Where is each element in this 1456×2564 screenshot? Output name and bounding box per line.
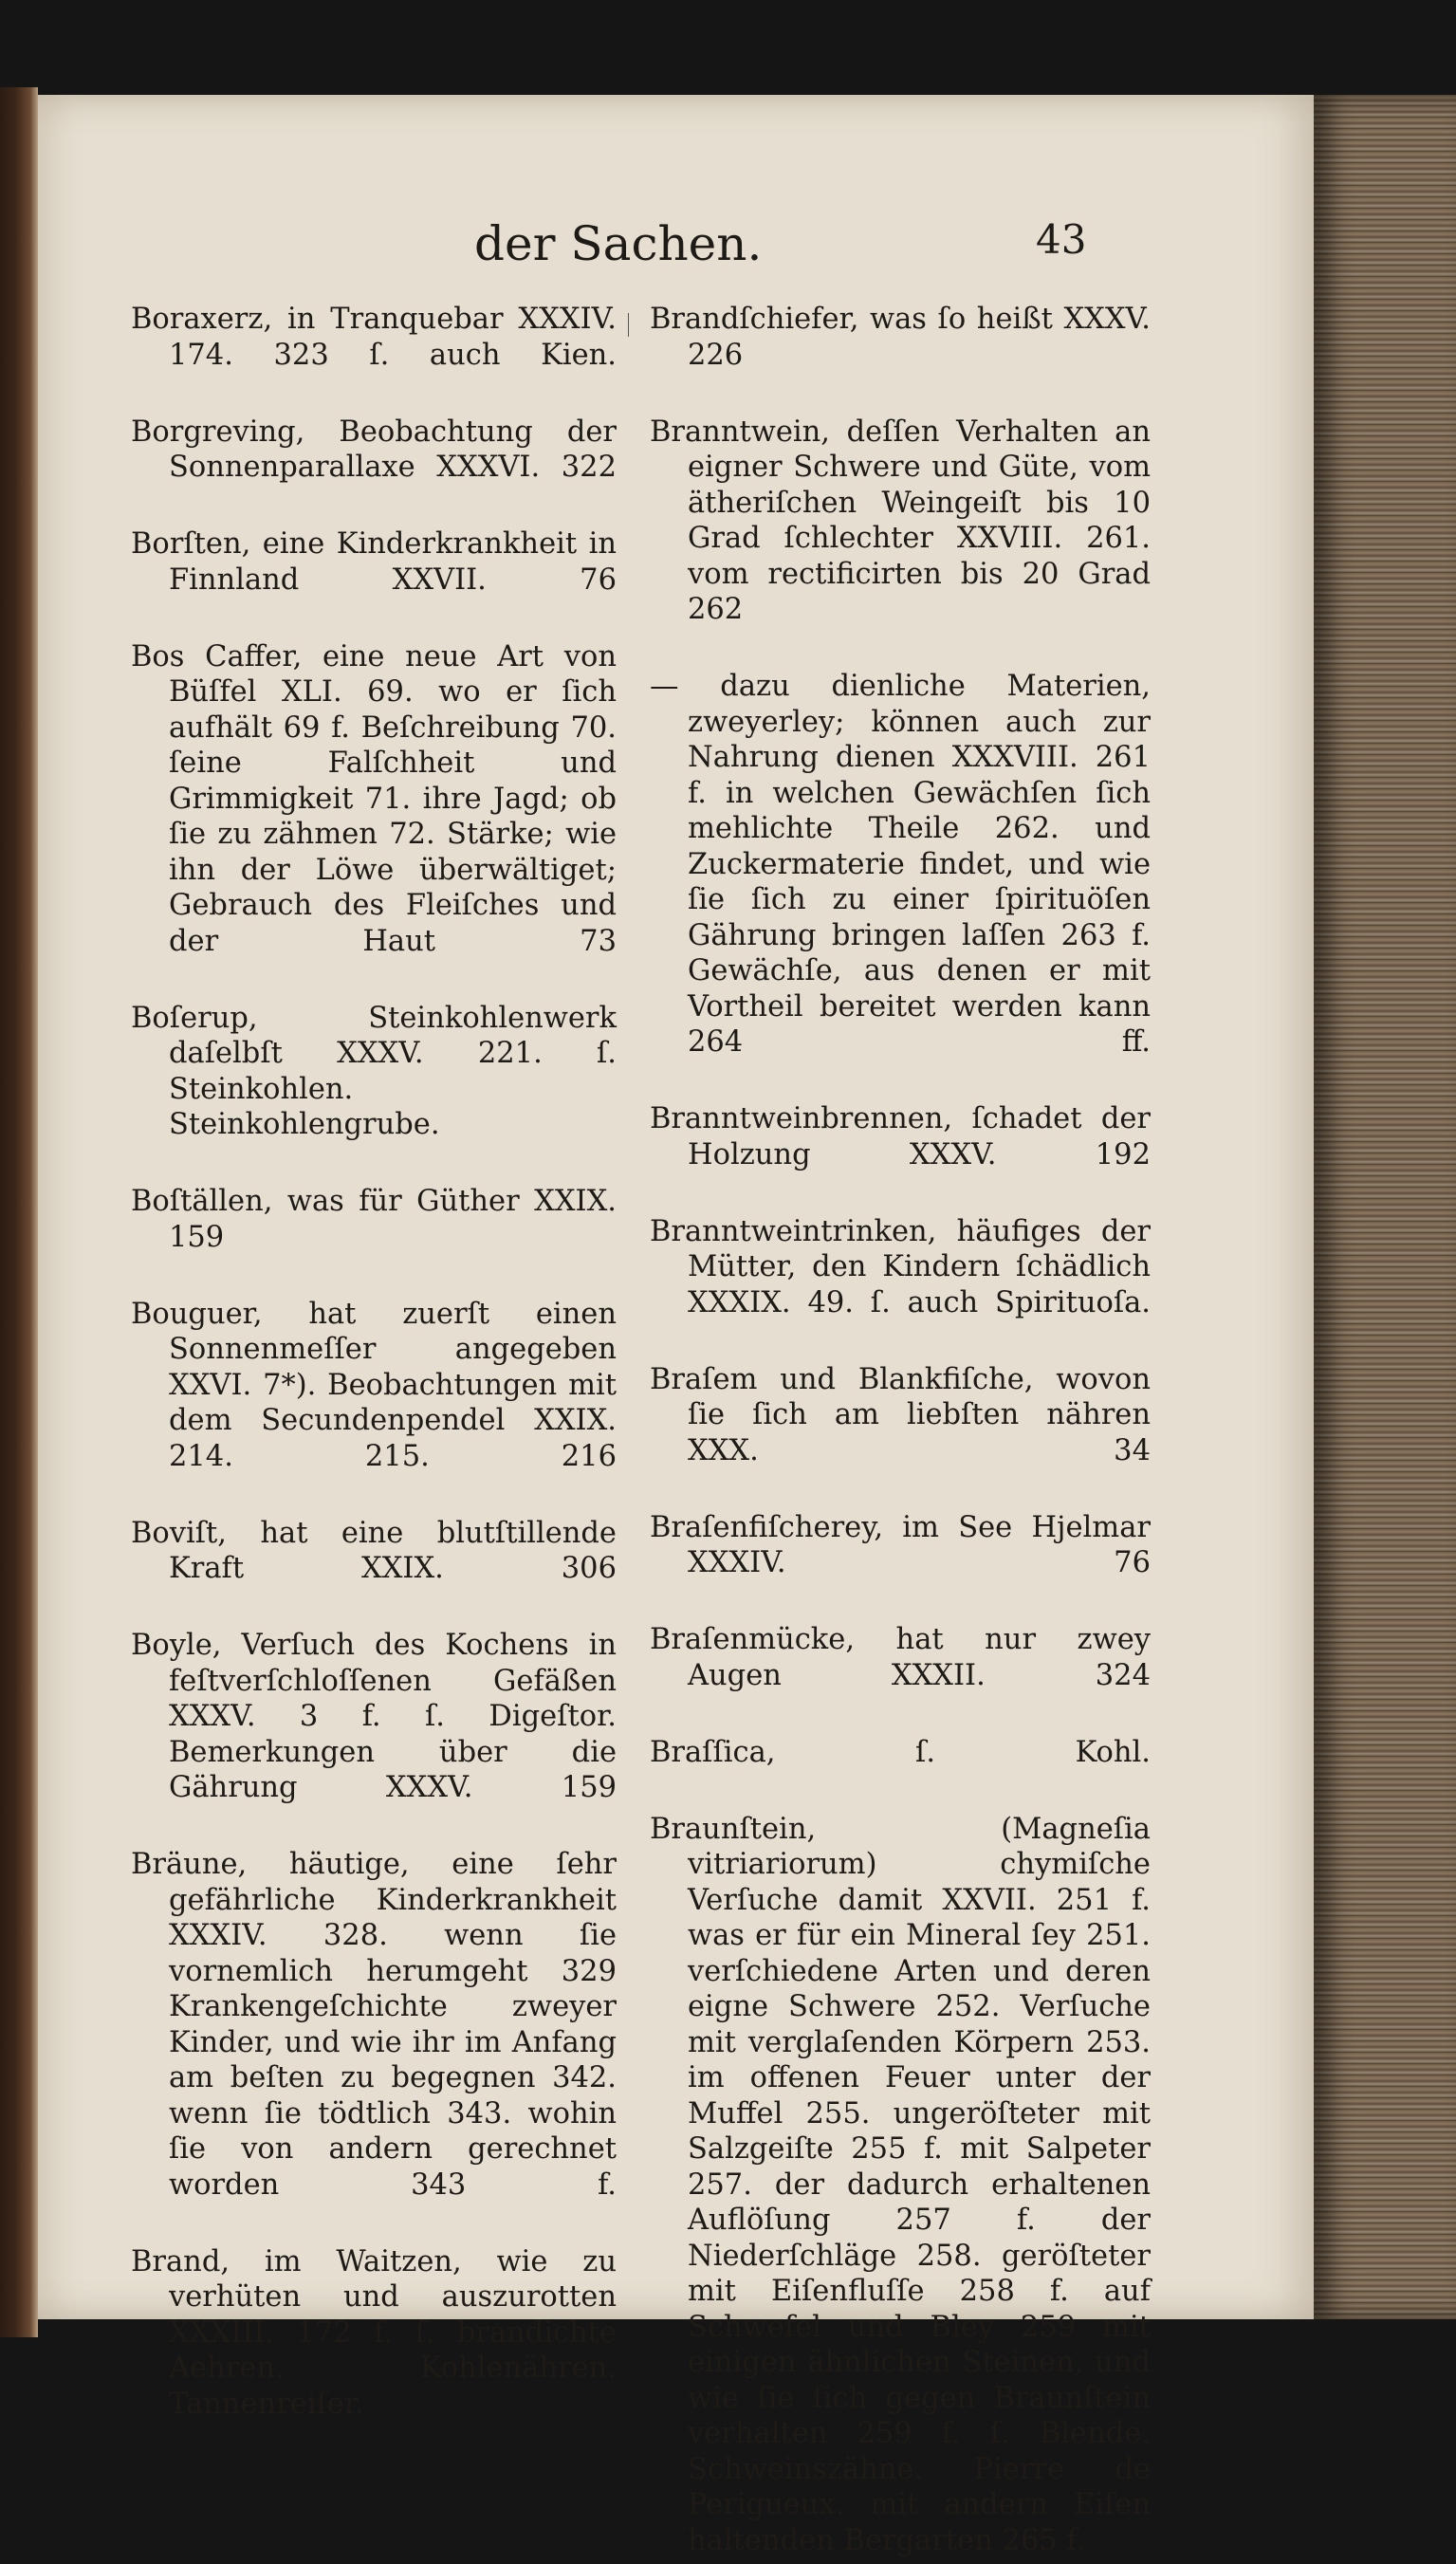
index-entry: Boviſt, hat eine blutſtillende Kraft XXIX. 306 bbox=[131, 1516, 617, 1585]
index-entry: Braunſtein, (Magneſia vitriariorum) chymiſche Verſuche damit XXVII. 251 f. was er für ein Mineral ſey 251. verſchiedene Arten und deren eigne Schwere 252. Verſuche mit verglaſenden Körpern 253. im offenen Feuer unter der Muffel 255. ungeröſteter mit Salzgeiſte 255 f. mit Salpeter 257. der dadurch erhaltenen Auflöſung 257 f. der Niederſchläge 258. geröſteter mit Eiſenfluſſe 258 f. auf Schwefel und Bley 259 mit einigen ähnlichen Steinen, und wie ſie ſich gegen Braunſtein verhalten 259 f. ſ. Blende. Schweinszähne. Pierre de Perigueux. mit andern Eiſen haltenden Bergarten 265 f. bbox=[650, 1812, 1151, 2557]
index-entry: Borſten, eine Kinderkrankheit in Finnland XXVII. 76 bbox=[131, 527, 617, 597]
index-entry: Borgreving, Beobachtung der Sonnenparallaxe XXXVI. 322 bbox=[131, 415, 617, 484]
index-entry: Branntweinbrennen, ſchadet der Holzung XXXV. 192 bbox=[650, 1102, 1151, 1171]
index-entry: Bouguer, hat zuerſt einen Sonnenmeſſer angegeben XXVI. 7*). Beobachtungen mit dem Secundenpendel XXIX. 214. 215. 216 bbox=[131, 1297, 617, 1473]
index-entry: Boſerup, Steinkohlenwerk daſelbſt XXXV. 221. ſ. Steinkohlen. Steinkohlengrube. bbox=[131, 1001, 617, 1141]
index-entry: Boyle, Verſuch des Kochens in feſtverſchloſſenen Gefäßen XXXV. 3 f. ſ. Digeſtor. Bemerkungen über die Gährung XXXV. 159 bbox=[131, 1629, 617, 1804]
running-head: der Sachen. bbox=[474, 216, 763, 271]
page-header bbox=[0, 216, 1456, 273]
page-fore-edge bbox=[1314, 95, 1456, 2319]
book-binding-edge bbox=[0, 87, 38, 2337]
index-entry: Boraxerz, in Tranquebar XXXIV. 174. 323 ſ. auch Kien. bbox=[131, 303, 617, 372]
index-entry: Brandſchiefer, was ſo heißt XXXV. 226 bbox=[650, 303, 1151, 372]
index-entry: — dazu dienliche Materien, zweyerley; können auch zur Nahrung dienen XXXVIII. 261 f. in welchen Gewächſen ſich mehlichte Theile 262. und Zuckermaterie findet, und wie ſie ſich zu einer ſpirituöſen Gährung bringen laſſen 263 f. Gewächſe, aus denen er mit Vortheil bereitet werden kann 264 ff. bbox=[650, 670, 1151, 1059]
index-entry: Bräune, häutige, eine ſehr gefährliche Kinderkrankheit XXXIV. 328. wenn ſie vornemlich herumgeht 329 Krankengeſchichte zweyer Kinder, und wie ihr im Anfang am beſten zu begegnen 342. wenn ſie tödtlich 343. wohin ſie von andern gerechnet worden 343 f. bbox=[131, 1848, 617, 2202]
index-entry: Braſenmücke, hat nur zwey Augen XXXII. 324 bbox=[650, 1623, 1151, 1692]
index-entry: Brand, im Waitzen, wie zu verhüten und auszurotten XXXIII. 172 f. ſ. brandichte Aehren. Kohlenähren. Tannenreiſer. bbox=[131, 2244, 617, 2421]
index-entry: Boſtällen, was für Güther XXIX. 159 bbox=[131, 1185, 617, 1254]
index-entry: Bos Caffer, eine neue Art von Büſfel XLI. 69. wo er ſich aufhält 69 f. Beſchreibung 70. ſeine Falſchheit und Grimmigkeit 71. ihre Jagd; ob ſie zu zähmen 72. Stärke; wie ihn der Löwe überwältiget; Gebrauch des Fleiſches und der Haut 73 bbox=[131, 639, 617, 958]
index-entry: Branntwein, deſſen Verhalten an eigner Schwere und Güte, vom ätheriſchen Weingeiſt bis 10 Grad ſchlechter XXVIII. 261. vom rectificirten bis 20 Grad 262 bbox=[650, 415, 1151, 626]
index-entry: Branntweintrinken, häufiges der Mütter, den Kindern ſchädlich XXXIX. 49. ſ. auch Spirituoſa. bbox=[650, 1214, 1151, 1319]
page-number: 43 bbox=[1036, 216, 1087, 263]
column-divider bbox=[628, 313, 629, 337]
index-entry: Braſſica, ſ. Kohl. bbox=[650, 1735, 1151, 1769]
index-entry: Braſenfiſcherey, im See Hjelmar XXXIV. 76 bbox=[650, 1510, 1151, 1579]
index-column-left bbox=[131, 302, 617, 2427]
index-entry: Braſem und Blankfiſche, wovon ſie ſich am liebſten nähren XXX. 34 bbox=[650, 1362, 1151, 1467]
index-column-right bbox=[650, 302, 1151, 2564]
